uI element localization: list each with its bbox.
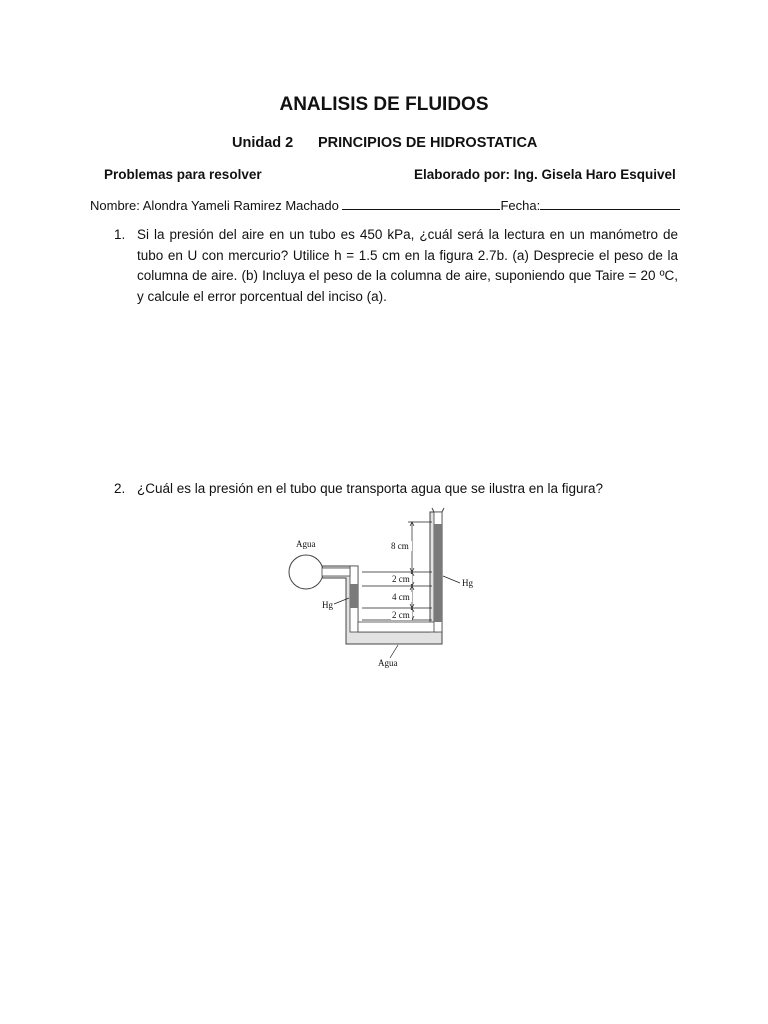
problem-2-text: ¿Cuál es la presión en el tubo que transporta agua que se ilustra en la figura? — [137, 481, 604, 496]
author-line: Elaborado por: Ing. Gisela Haro Esquivel — [414, 167, 676, 182]
problems-heading: Problemas para resolver — [104, 167, 262, 182]
bulb-pipe — [322, 568, 350, 576]
dim-8cm-label: 8 cm — [391, 541, 409, 551]
hg-right-label: Hg — [462, 578, 473, 588]
agua-bottom-label: Agua — [378, 658, 398, 668]
right-tube-top — [432, 508, 444, 512]
agua-top-label: Agua — [296, 539, 316, 549]
dim-2cm-b-label: 2 cm — [392, 610, 410, 620]
problem-1 — [114, 225, 678, 307]
date-blank-line — [540, 197, 680, 210]
date-label: Fecha: — [500, 198, 541, 213]
manometer-figure — [286, 504, 502, 678]
student-info-row — [90, 197, 680, 213]
problem-1-text: Si la presión del aire en un tubo es 450 kPa, ¿cuál será la lectura en un manómetro de tubo en U con mercurio? Utilice h = 1.5 cm en la figura 2.7b. (a) Desprecie el peso de la columna de aire. (b) Incluya el peso de la columna de aire, suponiendo que Taire = 20 ºC, y calcule el error porcentual del inciso (a). — [137, 227, 678, 304]
problem-2 — [114, 479, 678, 500]
mercury-left — [350, 584, 358, 608]
name-label: Nombre: — [90, 198, 140, 213]
bottom-channel — [358, 622, 438, 632]
agua-bottom-leader — [390, 645, 398, 658]
problem-2-number: 2. — [114, 481, 126, 496]
name-value: Alondra Yameli Ramirez Machado — [142, 198, 339, 213]
dim-2cm-a-label: 2 cm — [392, 574, 410, 584]
problem-1-number: 1. — [114, 227, 126, 242]
manometer-diagram — [286, 504, 502, 678]
hg-left-label: Hg — [322, 600, 333, 610]
water-bulb — [289, 555, 323, 589]
document-title: ANALISIS DE FLUIDOS — [279, 94, 489, 115]
mercury-right — [434, 524, 442, 622]
unit-name: PRINCIPIOS DE HIDROSTATICA — [318, 135, 538, 151]
unit-label: Unidad 2 — [232, 135, 294, 151]
hg-right-leader — [443, 576, 460, 583]
dim-4cm-label: 4 cm — [392, 592, 410, 602]
name-blank-line — [342, 197, 500, 210]
